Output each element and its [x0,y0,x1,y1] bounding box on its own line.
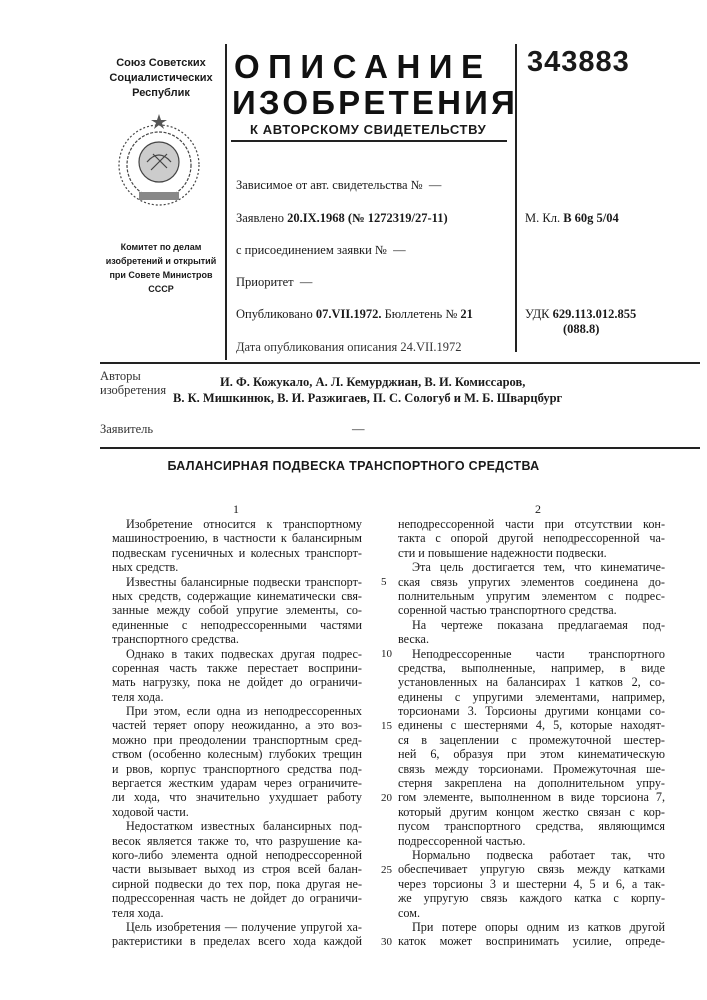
line-number: 10 [381,648,392,660]
text-line: подвескам гусеничных и колесных транспорт- [112,546,362,560]
description-date: Дата опубликования описания 24.VII.1972 [236,339,462,355]
title-line-1: ОПИСАНИЕ [234,50,492,83]
committee-line: Комитет по делам [100,240,222,254]
column-number-1: 1 [233,502,239,517]
text-line: же упругую связь каждого катка с корпу- [398,891,665,905]
text-line: через торсионы 3 и шестерни 4, 5 и 6, а так- [398,877,665,891]
text-line: единены с шестернями 4, 5, которые находят- [398,718,665,732]
line-number: 30 [381,936,392,948]
text-line: ством (особенно колесным) глубоких трещин [112,747,362,761]
joined-field: с присоединением заявки № — [236,242,406,258]
text-line: сом. [398,906,665,920]
text-line: Однако в таких подвесках другая подрес- [112,647,362,661]
text-line: соренная часть также перестает восприни- [112,661,362,675]
text-line: частей теряет опору неожиданно, а это воз- [112,718,362,732]
committee-line: изобретений и открытий [100,254,222,268]
text-line: ных средств. [112,560,362,574]
committee-name [100,240,222,296]
text-line: мать нагрузку, пока не дойдет до ограничи- [112,675,362,689]
text-line: рактеристики в пределах всего хода каждой [112,934,362,948]
text-line: ходовой части. [112,805,362,819]
line-number: 20 [381,792,392,804]
text-line: Недостатком известных балансирных под- [112,819,362,833]
divider [225,44,227,360]
text-line: сирной подвески до тех пор, пока другая не- [112,877,362,891]
committee-line: СССР [100,282,222,296]
text-line: средства, выполненные, например, в виде [398,661,665,675]
text-line: связь между торсионами. Промежуточная ше- [398,762,665,776]
subtitle: К АВТОРСКОМУ СВИДЕТЕЛЬСТВУ [250,122,486,137]
text-line: ли хода, что значительно ухудшает работу [112,790,362,804]
text-line: подрессоренной частью. [398,834,665,848]
text-line: При потере опоры одним из катков другой [398,920,665,934]
divider [231,140,507,142]
applicant-value: — [352,422,365,437]
committee-line: при Совете Министров [100,268,222,282]
text-line: единенные с неподрессоренными частями [112,618,362,632]
text-line: стерня закреплена на дополнительном упру- [398,776,665,790]
dependent-field: Зависимое от авт. свидетельства № — [236,177,441,193]
text-line: теля хода. [112,906,362,920]
country-line: Социалистических [100,71,222,86]
published-field: Опубликовано 07.VII.1972. Бюллетень № 21 [236,306,473,322]
text-line: можно при преодолении транспортным сред- [112,733,362,747]
text-line: такта с опорой другой неподрессоренной ча- [398,531,665,545]
authors-label: Авторы изобретения [100,369,166,397]
text-line: ская связь упругих элементов соединена до- [398,575,665,589]
text-line: соренной частью транспортного средства. [398,603,665,617]
text-line: единены с упругими элементами, например, [398,690,665,704]
text-line: Изобретение относится к транспортному [112,517,362,531]
applicant-label: Заявитель [100,422,153,437]
text-line: обеспечивает упругую связь между катками [398,862,665,876]
text-line: который другим концом жестко связан с кор- [398,805,665,819]
divider [100,447,700,449]
text-line: Цель изобретения — получение упругой ха- [112,920,362,934]
line-number: 25 [381,864,392,876]
text-line: Нормально подвеска работает так, что [398,848,665,862]
authors-names-2: В. К. Мишкинюк, В. И. Разжигаев, П. С. Сологуб и М. Б. Шварцбург [173,391,562,406]
column-number-2: 2 [535,502,541,517]
text-line: ней 6, образуя при этом кинематическую [398,747,665,761]
text-line: Эта цель достигается тем, что кинематиче- [398,560,665,574]
document-title: БАЛАНСИРНАЯ ПОДВЕСКА ТРАНСПОРТНОГО СРЕДСТВА [0,459,707,473]
text-line: пусом транспортного средства, являющимся [398,819,665,833]
text-line: весок является также то, что разрушение ка- [112,834,362,848]
classification: М. Кл. B 60g 5/04 [525,210,619,226]
text-line: и рвов, корпус транспортного средства под- [112,762,362,776]
text-line: машиностроению, в частности к балансирным [112,531,362,545]
line-number: 5 [381,576,387,588]
text-column-2 [398,517,665,949]
filed-field: Заявлено 20.IX.1968 (№ 1272319/27-11) [236,210,448,226]
text-line: ся в зацеплении с промежуточной шестер- [398,733,665,747]
text-line: вергается жестким ударам через ограничите- [112,776,362,790]
ussr-emblem-icon [113,110,205,210]
text-line: При этом, если одна из неподрессоренных [112,704,362,718]
patent-number: 343883 [527,46,630,79]
text-line: На чертеже показана предлагаемая под- [398,618,665,632]
text-line: сти и повышение надежности подвески. [398,546,665,560]
text-line: неподрессоренной части при отсутствии кон- [398,517,665,531]
text-line: теля хода. [112,690,362,704]
text-line: занные между собой упругие элементы, со- [112,603,362,617]
text-line: подрессоренная часть не дойдет до ограничи- [112,891,362,905]
text-line: Неподрессоренные части транспортного [398,647,665,661]
text-line: транспортного средства. [112,632,362,646]
country-line: Республик [100,86,222,101]
country-name [100,56,222,101]
priority-field: Приоритет — [236,274,312,290]
text-line: кого-либо элемента одной неподрессоренной [112,848,362,862]
text-line: части вызывает выход из строя всей балан- [112,862,362,876]
udk-suffix: (088.8) [563,321,599,337]
udk: УДК 629.113.012.855 [525,306,636,322]
text-line: полнительным упругим элементом с подрес- [398,589,665,603]
text-line: установленных на балансирах 1 катков 2, со- [398,675,665,689]
text-line: торсионами 3. Торсионы другими концами со- [398,704,665,718]
line-number: 15 [381,720,392,732]
text-line: веска. [398,632,665,646]
text-line: гом элементе, выполненном в виде торсиона 7, [398,790,665,804]
title-line-2: ИЗОБРЕТЕНИЯ [232,86,518,119]
divider [100,362,700,364]
text-line: ных средств, содержащие кинематически свя- [112,589,362,603]
country-line: Союз Советских [100,56,222,71]
authors-names-1: И. Ф. Кожукало, А. Л. Кемурджиан, В. И. Комиссаров, [220,375,525,390]
text-line: Известны балансирные подвески транспорт- [112,575,362,589]
text-column-1 [112,517,362,949]
text-line: каток может воспринимать усилие, опреде- [398,934,665,948]
